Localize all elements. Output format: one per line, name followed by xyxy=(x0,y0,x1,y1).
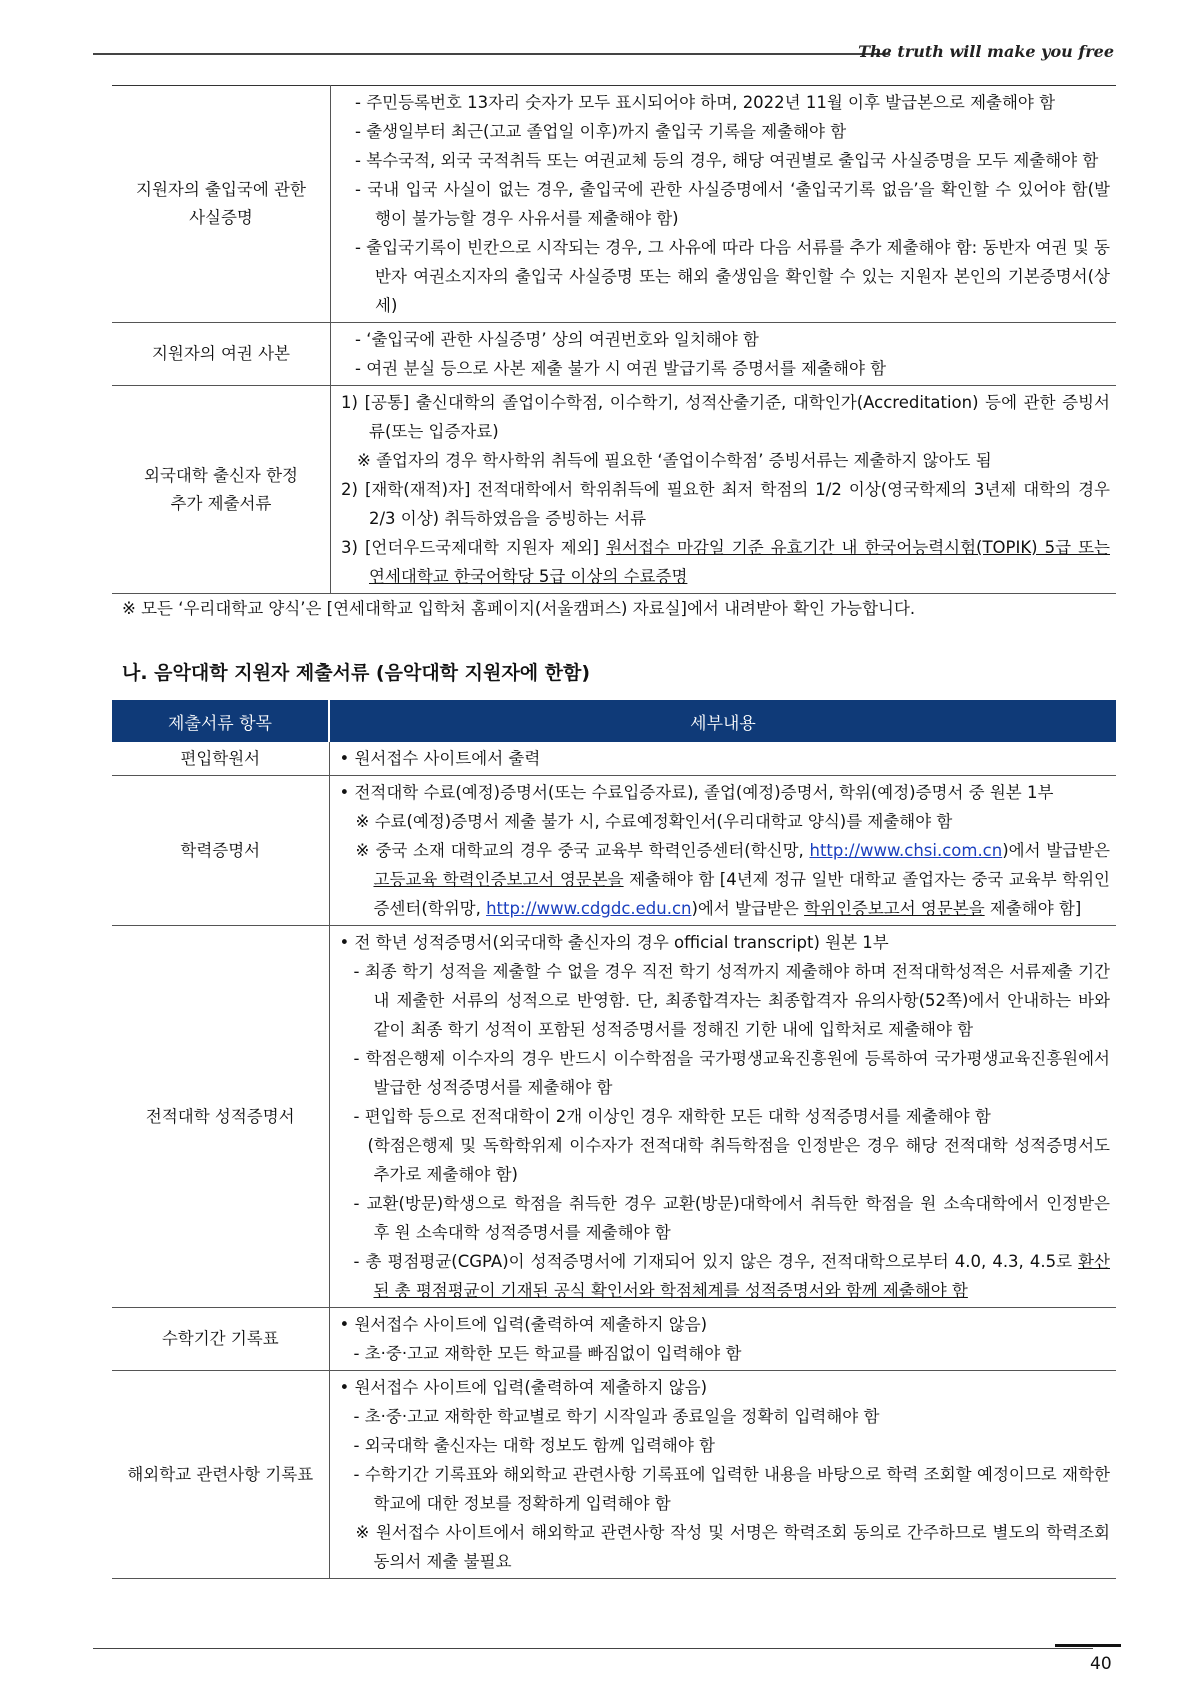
row-content-passport xyxy=(331,323,1117,386)
underlined-text: 고등교육 학력인증보고서 영문본을 xyxy=(373,870,624,889)
list-item: - ‘출입국에 관한 사실증명’ 상의 여권번호와 일치해야 함 xyxy=(355,330,759,349)
list-item: • 원서접수 사이트에서 출력 xyxy=(339,749,541,768)
list-item: - 여권 분실 등으로 사본 제출 불가 시 여권 발급기록 증명서를 제출해야 함 xyxy=(355,359,887,378)
cdgdc-link[interactable]: http://www.cdgdc.edu.cn xyxy=(486,899,692,918)
table-row xyxy=(112,386,1116,594)
row-label-entry-exit: 지원자의 출입국에 관한 사실증명 xyxy=(112,86,331,323)
table-row xyxy=(112,776,1116,926)
underlined-text: 학위인증보고서 영문본을 xyxy=(804,899,985,918)
row-content-overseas-school xyxy=(329,1371,1116,1579)
table-header-row xyxy=(112,700,1116,742)
list-item: - 출생일부터 최근(고교 졸업일 이후)까지 출입국 기록을 제출해야 함 xyxy=(355,122,847,141)
list-item: - 복수국적, 외국 국적취득 또는 여권교체 등의 경우, 해당 여권별로 출입국 사실증명을 모두 제출해야 함 xyxy=(355,151,1099,170)
chsi-link[interactable]: http://www.chsi.com.cn xyxy=(809,841,1003,860)
row-label-study-period: 수학기간 기록표 xyxy=(112,1308,329,1371)
list-item: - 외국대학 출신자는 대학 정보도 함께 입력해야 함 xyxy=(353,1436,715,1455)
row-content-foreign-univ xyxy=(331,386,1117,594)
column-header-detail: 세부내용 xyxy=(329,700,1116,742)
list-item: • 전 학년 성적증명서(외국대학 출신자의 경우 official transcript) 원본 1부 xyxy=(339,933,889,952)
list-item: • 전적대학 수료(예정)증명서(또는 수료입증자료), 졸업(예정)증명서, 학위(예정)증명서 중 원본 1부 xyxy=(339,783,1054,802)
page-number: 40 xyxy=(1090,1654,1112,1674)
list-item: - 학점은행제 이수자의 경우 반드시 이수학점을 국가평생교육진흥원에 등록하여 국가평생교육진흥원에서 발급한 성적증명서를 제출해야 함 xyxy=(353,1049,1110,1097)
list-item: - 주민등록번호 13자리 숫자가 모두 표시되어야 하며, 2022년 11월 이후 발급본으로 제출해야 함 xyxy=(355,93,1056,112)
list-item: - 교환(방문)학생으로 학점을 취득한 경우 교환(방문)대학에서 취득한 학점을 원 소속대학에서 인정받은 후 원 소속대학 성적증명서를 제출해야 함 xyxy=(353,1194,1110,1242)
row-label-transcript: 전적대학 성적증명서 xyxy=(112,926,329,1308)
footer-rule xyxy=(93,1648,1093,1649)
note-item: ※ 수료(예정)증명서 제출 불가 시, 수료예정확인서(우리대학교 양식)를 제출해야 함 xyxy=(355,812,953,831)
list-item: 1) [공통] 출신대학의 졸업이수학점, 이수학기, 성적산출기준, 대학인가(Accreditation) 등에 관한 증빙서류(또는 입증자료) xyxy=(341,393,1110,441)
footer-accent xyxy=(1055,1644,1121,1647)
list-item: 3) [언더우드국제대학 지원자 제외] 원서접수 마감일 기준 유효기간 내 한국어능력시험(TOPIK) 5급 또는 연세대학교 한국어학당 5급 이상의 수료증명 xyxy=(341,538,1110,586)
list-item: - 편입학 등으로 전적대학이 2개 이상인 경우 재학한 모든 대학 성적증명서를 제출해야 함 xyxy=(353,1107,991,1126)
list-item: - 수학기간 기록표와 해외학교 관련사항 기록표에 입력한 내용을 바탕으로 학력 조회할 예정이므로 재학한 학교에 대한 정보를 정확하게 입력해야 함 xyxy=(353,1465,1110,1513)
underlined-text: 환산된 총 평점평균이 기재된 공식 확인서와 학점체계를 성적증명서와 함께 제출해야 함 xyxy=(373,1252,1110,1300)
row-content-entry-exit xyxy=(331,86,1117,323)
column-header-item: 제출서류 항목 xyxy=(112,700,329,742)
table-row xyxy=(112,323,1116,386)
underlined-text: 원서접수 마감일 기준 유효기간 내 한국어능력시험(TOPIK) 5급 또는 연세대학교 한국어학당 5급 이상의 수료증명 xyxy=(369,538,1110,586)
section-title: 나. 음악대학 지원자 제출서류 (음악대학 지원자에 한함) xyxy=(122,662,591,684)
list-item: 2) [재학(재적)자] 전적대학에서 학위취득에 필요한 최저 학점의 1/2 이상(영국학제의 3년제 대학의 경우 2/3 이상) 취득하였음을 증빙하는 서류 xyxy=(341,480,1110,528)
list-item: - 초·중·고교 재학한 학교별로 학기 시작일과 종료일을 정확히 입력해야 함 xyxy=(353,1407,880,1426)
note-item: ※ 졸업자의 경우 학사학위 취득에 필요한 ‘졸업이수학점’ 증빙서류는 제출하지 않아도 됨 xyxy=(357,451,992,470)
list-item: - 총 평점평균(CGPA)이 성적증명서에 기재되어 있지 않은 경우, 전적대학으로부터 4.0, 4.3, 4.5로 환산된 총 평점평균이 기재된 공식 확인서와 학점체계를 성적증명서와 함께 제출해야 함 xyxy=(353,1252,1110,1300)
list-item: - 국내 입국 사실이 없는 경우, 출입국에 관한 사실증명에서 ‘출입국기록 없음’을 확인할 수 있어야 함(발행이 불가능할 경우 사유서를 제출해야 함) xyxy=(355,180,1110,228)
row-label-overseas-school: 해외학교 관련사항 기록표 xyxy=(112,1371,329,1579)
header-motto: The truth will make you free xyxy=(858,42,1114,61)
table-row xyxy=(112,86,1116,323)
row-content-study-period xyxy=(329,1308,1116,1371)
header-rule xyxy=(93,53,890,55)
row-label-passport: 지원자의 여권 사본 xyxy=(112,323,331,386)
list-item: - 출입국기록이 빈칸으로 시작되는 경우, 그 사유에 따라 다음 서류를 추가 제출해야 함: 동반자 여권 및 동반자 여권소지자의 출입국 사실증명 또는 해외 출생임을 확인할 수 있는 지원자 본인의 기본증명서(상세) xyxy=(355,238,1110,315)
table-row xyxy=(112,1371,1116,1579)
documents-table-2 xyxy=(112,700,1116,1579)
forms-footnote: ※ 모든 ‘우리대학교 양식’은 [연세대학교 입학처 홈페이지(서울캠퍼스) 자료실]에서 내려받아 확인 가능합니다. xyxy=(122,599,916,618)
row-content-transcript xyxy=(329,926,1116,1308)
row-label-degree-cert: 학력증명서 xyxy=(112,776,329,926)
list-item: - 초·중·고교 재학한 모든 학교를 빠짐없이 입력해야 함 xyxy=(353,1344,742,1363)
table-row xyxy=(112,926,1116,1308)
row-label-application: 편입학원서 xyxy=(112,742,329,776)
note-item: ※ 원서접수 사이트에서 해외학교 관련사항 작성 및 서명은 학력조회 동의로 간주하므로 별도의 학력조회동의서 제출 불필요 xyxy=(355,1523,1110,1571)
row-label-foreign-univ: 외국대학 출신자 한정 추가 제출서류 xyxy=(112,386,331,594)
note-item: ※ 중국 소재 대학교의 경우 중국 교육부 학력인증센터(학신망, http://www.chsi.com.cn)에서 발급받은 고등교육 학력인증보고서 영문본을 제출해야 함 [4년제 정규 일반 대학교 졸업자는 중국 교육부 학위인증센터(학위망, http://www.cdgdc.edu.cn)에서 발급받은 학위인증보고서 영문본을 제출해야 함] xyxy=(355,841,1110,918)
table-row xyxy=(112,1308,1116,1371)
row-content-application xyxy=(329,742,1116,776)
note-item: (학점은행제 및 독학학위제 이수자가 전적대학 취득학점을 인정받은 경우 해당 전적대학 성적증명서도 추가로 제출해야 함) xyxy=(367,1136,1110,1184)
documents-table-1 xyxy=(112,85,1116,594)
list-item: • 원서접수 사이트에 입력(출력하여 제출하지 않음) xyxy=(339,1378,708,1397)
table-row xyxy=(112,742,1116,776)
list-item: • 원서접수 사이트에 입력(출력하여 제출하지 않음) xyxy=(339,1315,708,1334)
row-content-degree-cert xyxy=(329,776,1116,926)
list-item: - 최종 학기 성적을 제출할 수 없을 경우 직전 학기 성적까지 제출해야 하며 전적대학성적은 서류제출 기간 내 제출한 서류의 성적으로 반영함. 단, 최종합격자는 최종합격자 유의사항(52쪽)에서 안내하는 바와 같이 최종 학기 성적이 포함된 성적증명서를 정해진 기한 내에 입학처로 제출해야 함 xyxy=(353,962,1110,1039)
